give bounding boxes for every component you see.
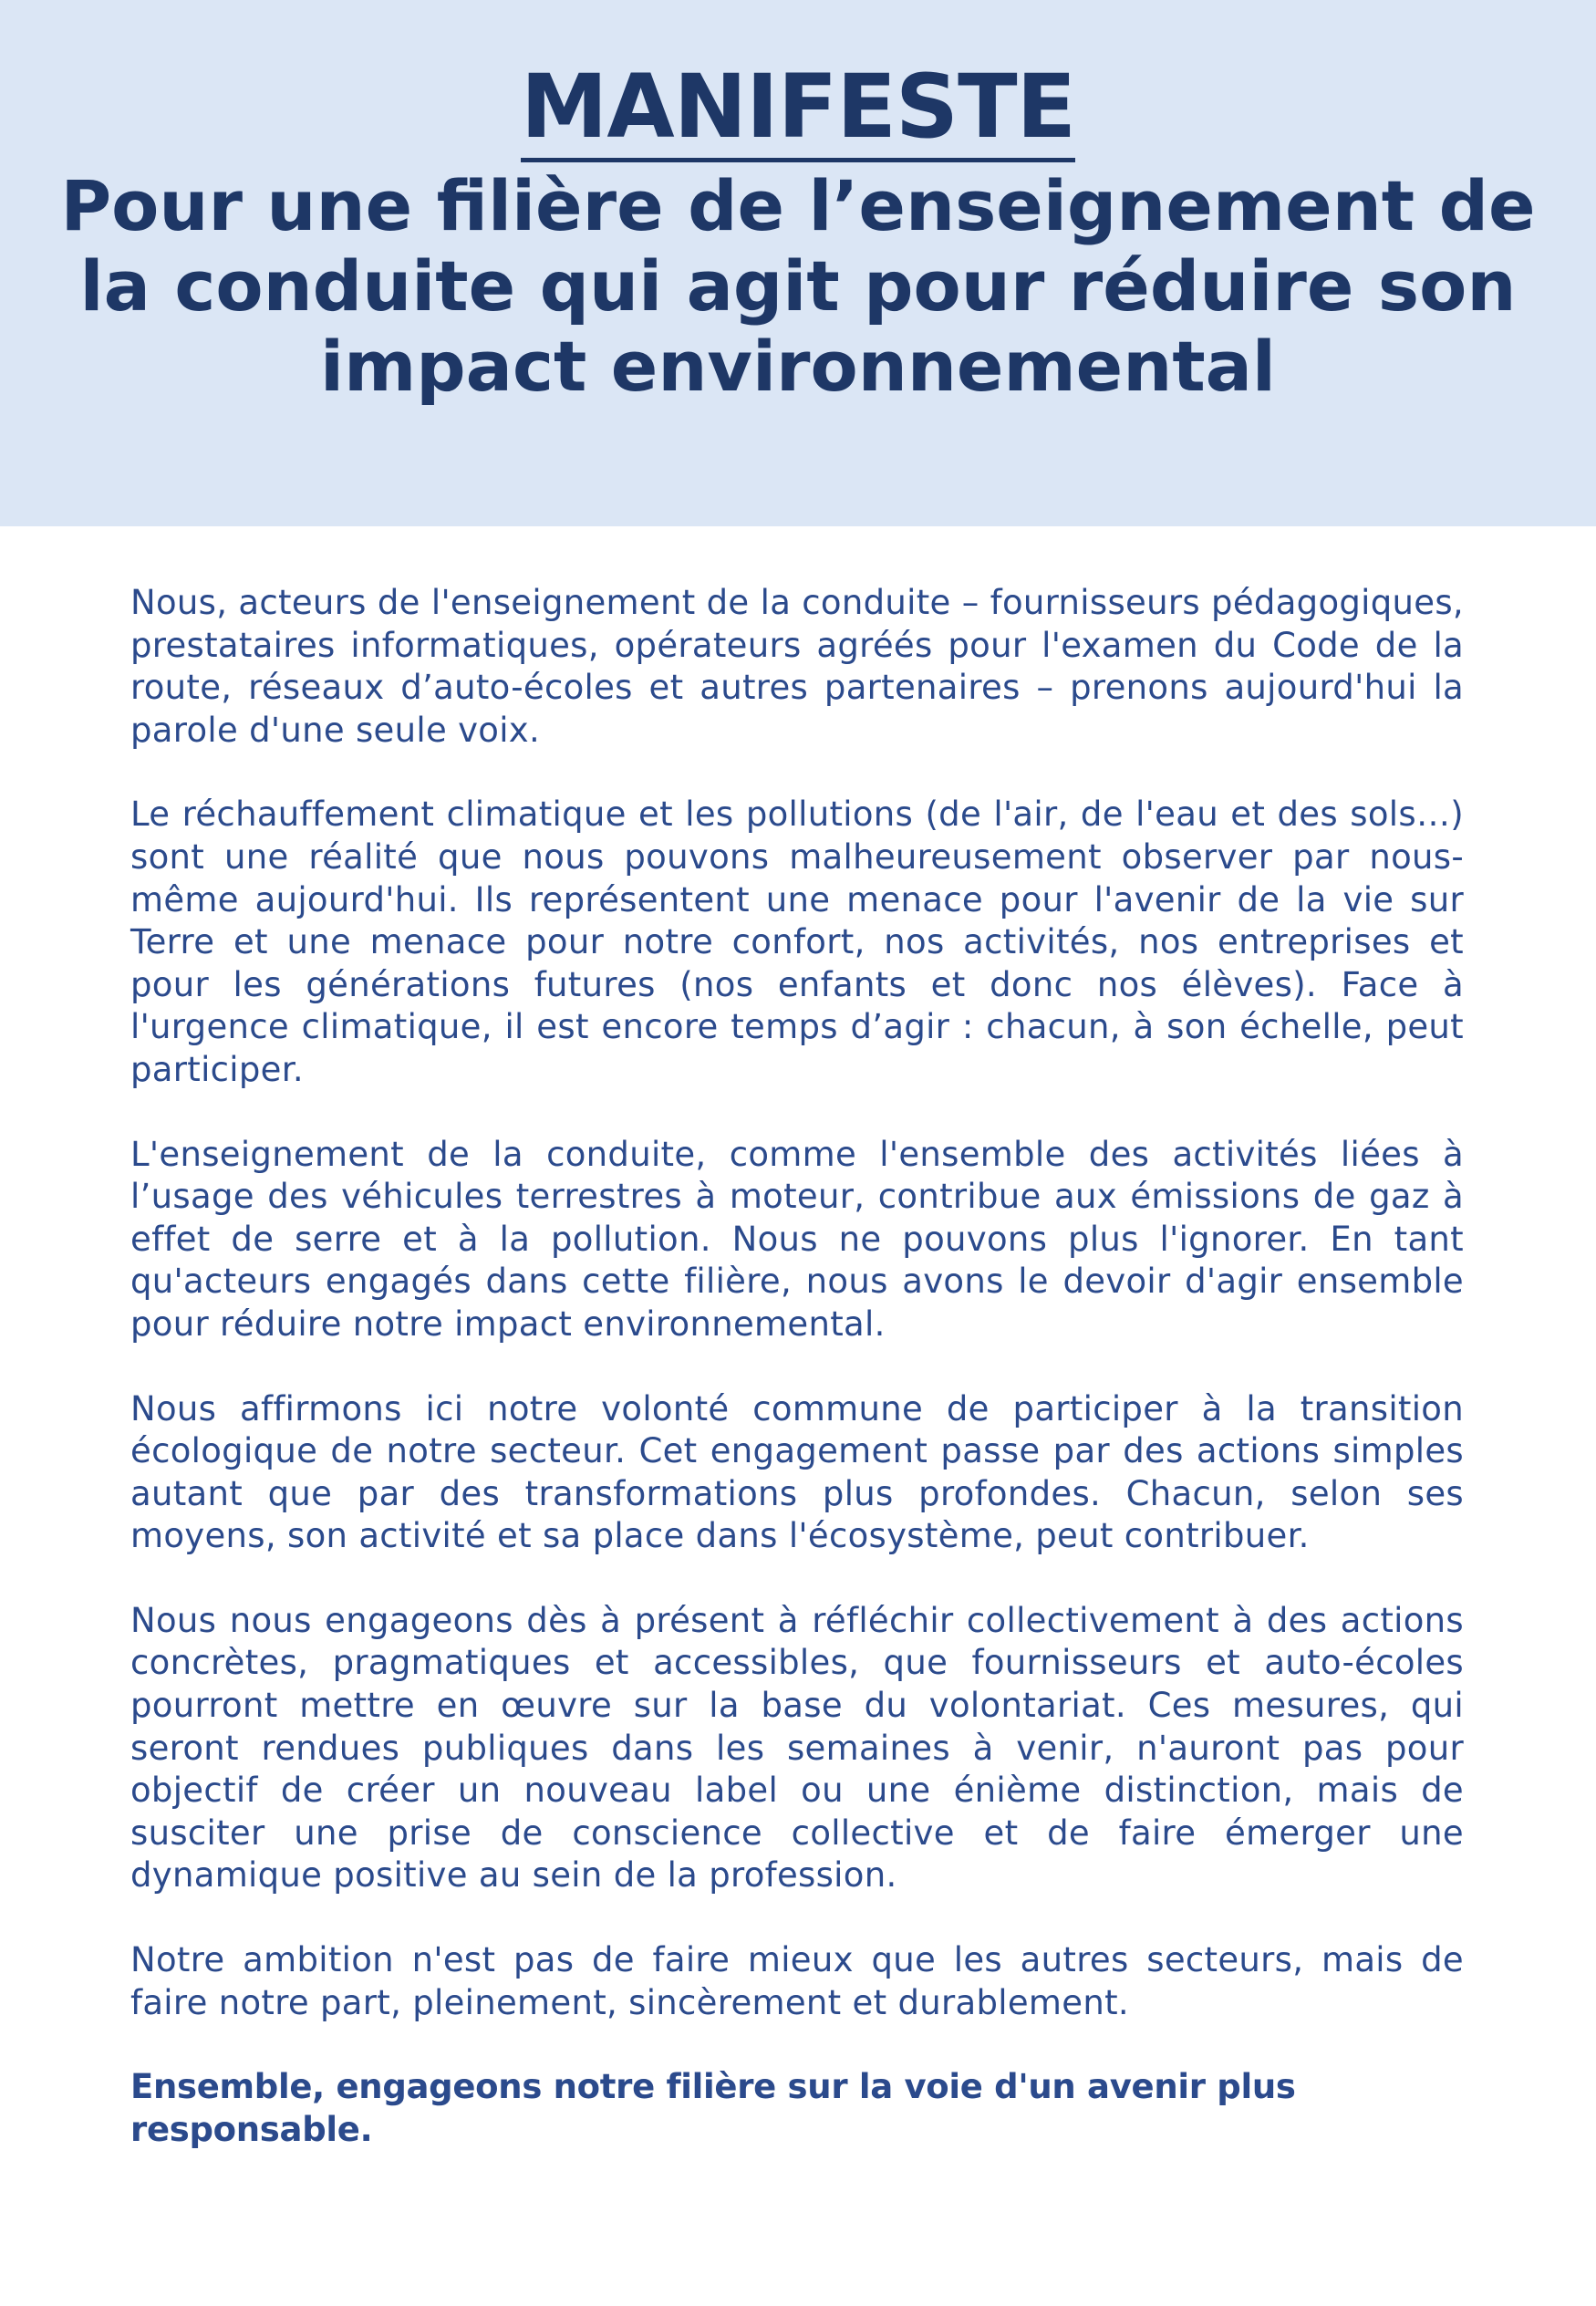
manifesto-body xyxy=(130,582,1464,2193)
document-title xyxy=(0,53,1596,161)
closing-statement: Ensemble, engageons notre filière sur la voie d'un avenir plus responsable. xyxy=(130,2067,1296,2149)
paragraph-commitment: Nous affirmons ici notre volonté commune de participer à la transition écologique de notre secteur. Cet engagement passe par des actions simples autant que par des transformations plus profondes. Chacun, selon ses moyens, son activité et sa place dans l'écosystème, peut contribuer. xyxy=(130,1388,1464,1556)
paragraph-driving-impact: L'enseignement de la conduite, comme l'ensemble des activités liées à l’usage des véhicules terrestres à moteur, contribue aux émissions de gaz à effet de serre et à la pollution. Nous ne pouvons plus l'ignorer. En tant qu'acteurs engagés dans cette filière, nous avons le devoir d'agir ensemble pour réduire notre impact environnemental. xyxy=(130,1134,1464,1344)
document-title-text: MANIFESTE xyxy=(521,56,1075,162)
paragraph-ambition: Notre ambition n'est pas de faire mieux que les autres secteurs, mais de faire notre part, pleinement, sincèrement et durablement. xyxy=(130,1940,1464,2022)
document-subtitle: Pour une filière de l’enseignement de la conduite qui agit pour réduire son impact environnemental xyxy=(60,165,1536,407)
paragraph-actions: Nous nous engageons dès à présent à réfléchir collectivement à des actions concrètes, pragmatiques et accessibles, que fournisseurs et auto-écoles pourront mettre en œuvre sur la base du volontariat. Ces mesures, qui seront rendues publiques dans les semaines à venir, n'auront pas pour objectif de créer un nouveau label ou une énième distinction, mais de susciter une prise de conscience collective et de faire émerger une dynamique positive au sein de la profession. xyxy=(130,1600,1464,1896)
paragraph-intro: Nous, acteurs de l'enseignement de la conduite – fournisseurs pédagogiques, prestataires informatiques, opérateurs agréés pour l'examen du Code de la route, réseaux d’auto-écoles et autres partenaires – prenons aujourd'hui la parole d'une seule voix. xyxy=(130,583,1464,750)
header-banner xyxy=(0,0,1596,526)
paragraph-climate: Le réchauffement climatique et les pollutions (de l'air, de l'eau et des sols…) sont une réalité que nous pouvons malheureusement observer par nous-même aujourd'hui. Ils représentent une menace pour l'avenir de la vie sur Terre et une menace pour notre confort, nos activités, nos entreprises et pour les générations futures (nos enfants et donc nos élèves). Face à l'urgence climatique, il est encore temps d’agir : chacun, à son échelle, peut participer. xyxy=(130,795,1464,1089)
